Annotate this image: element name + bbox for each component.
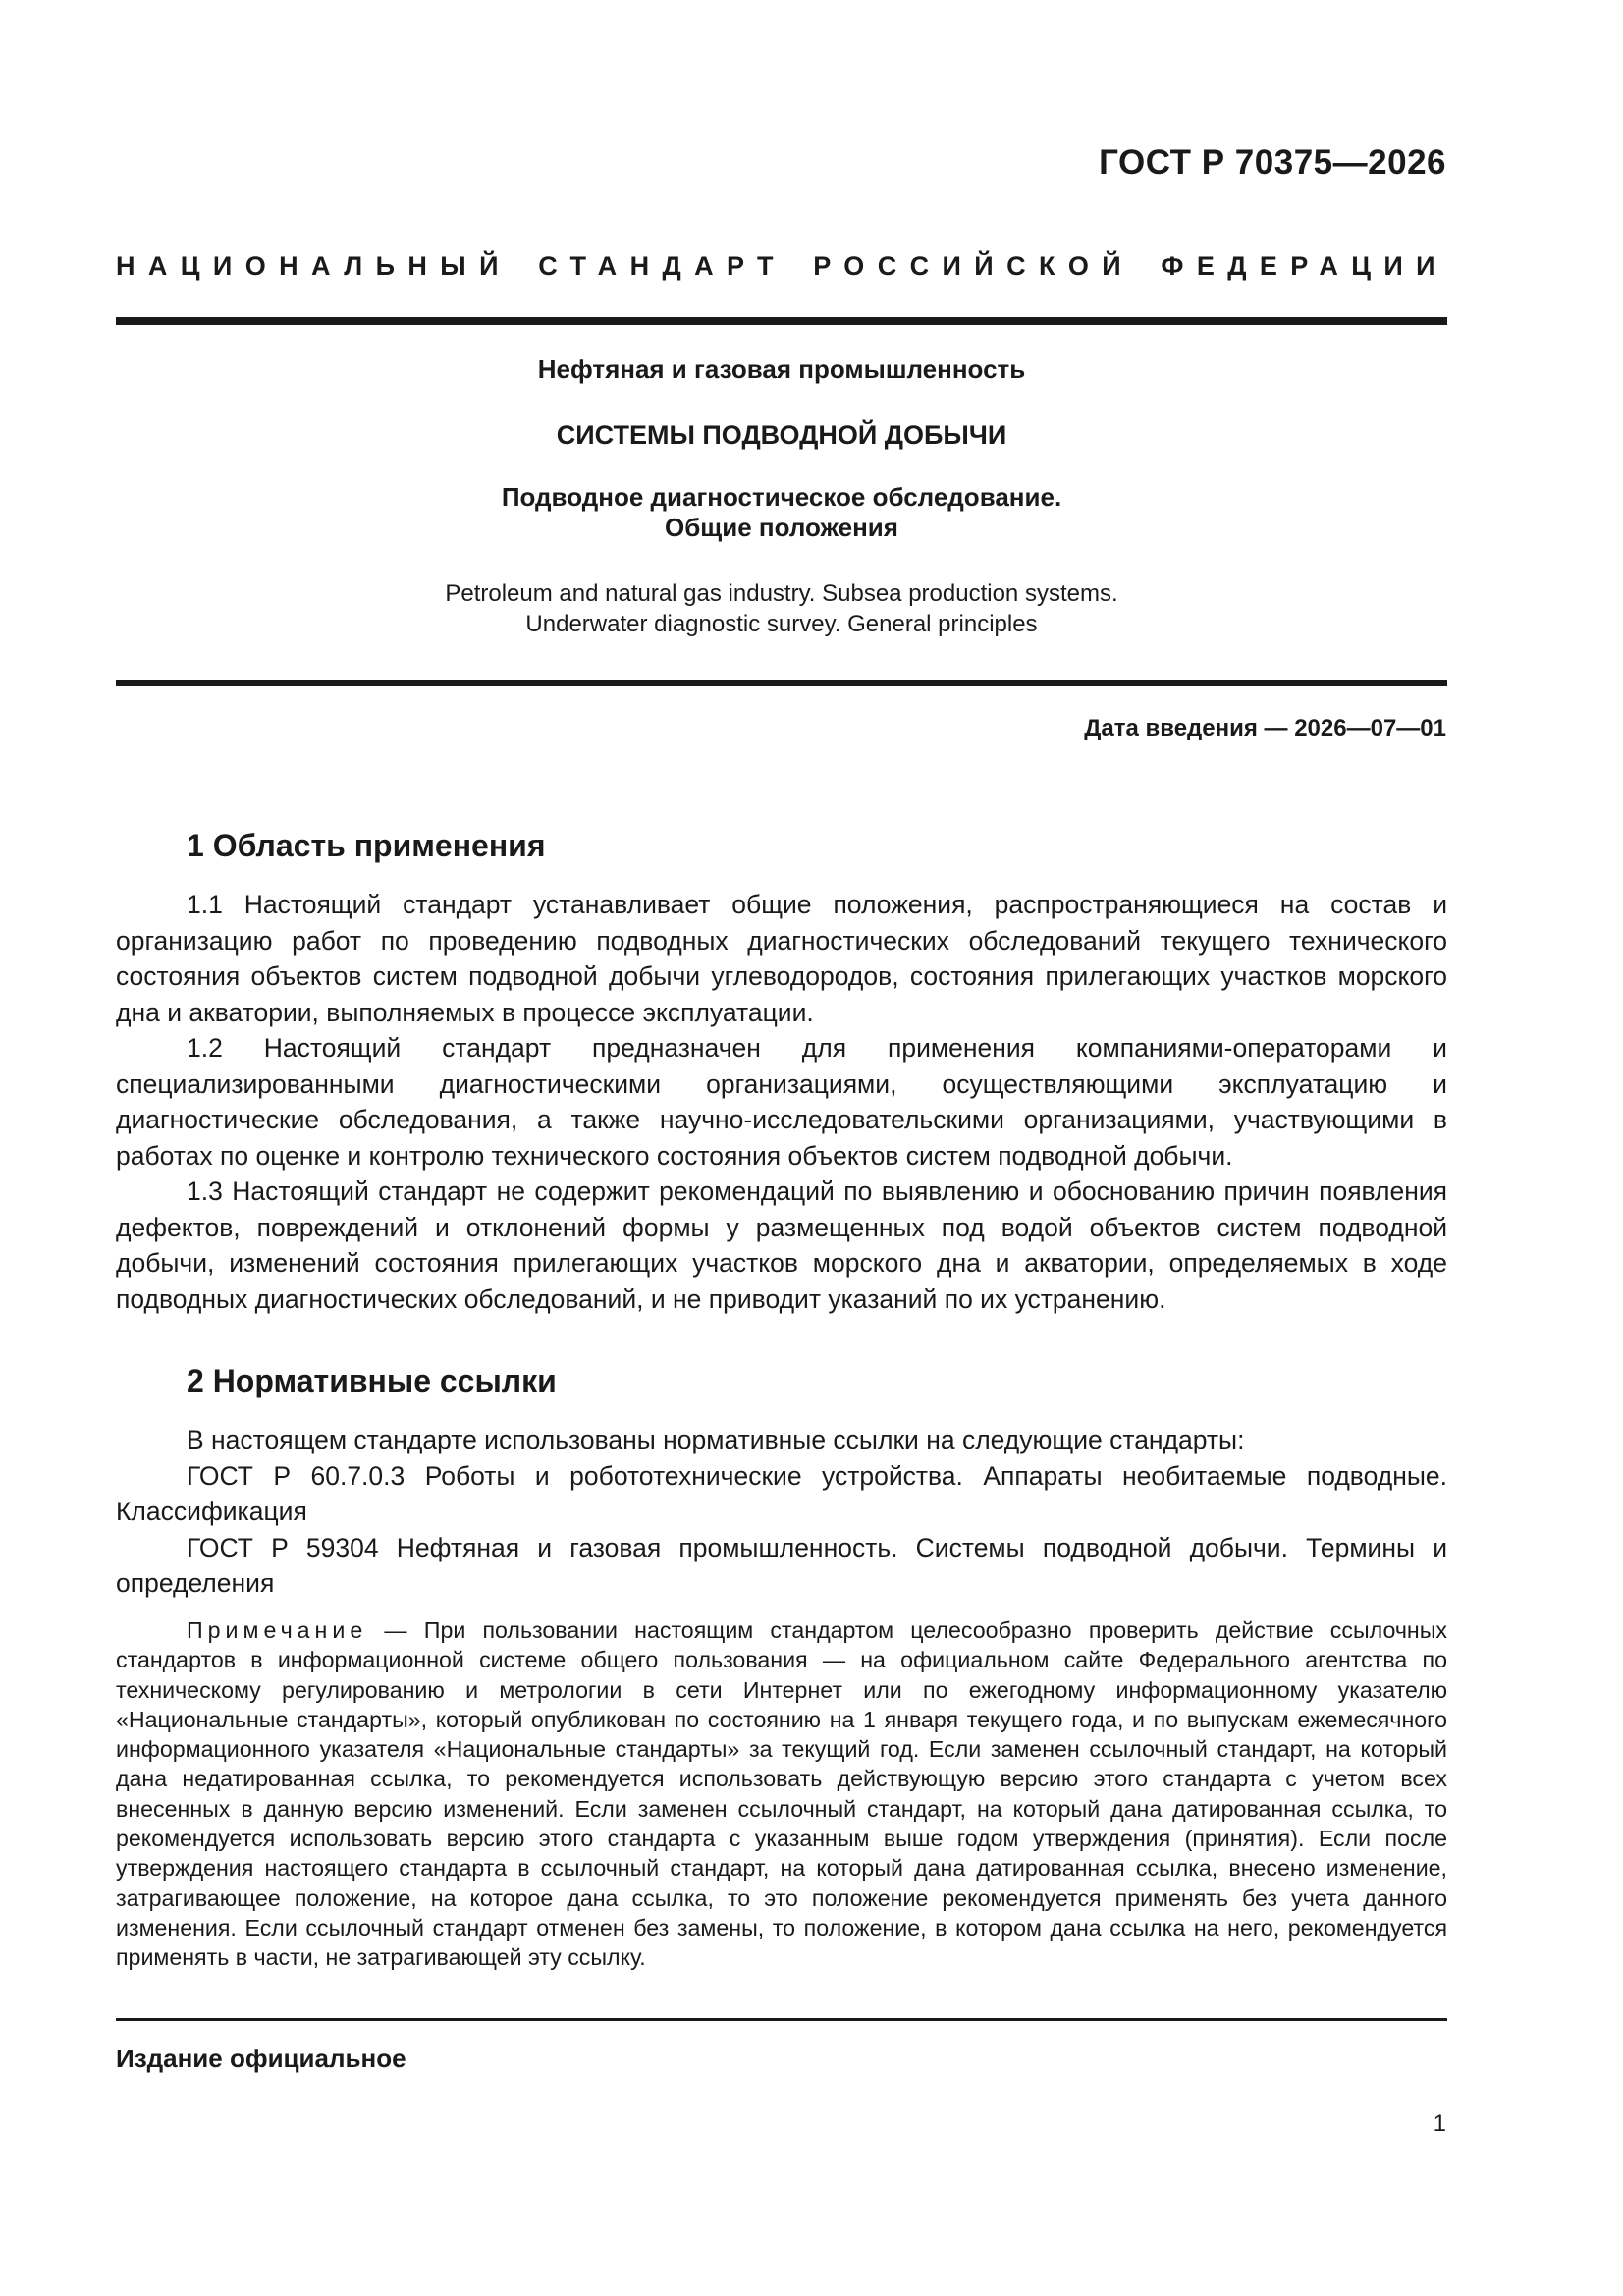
subtitle [116,482,1447,543]
national-standard-banner [116,251,1448,282]
industry-title: Нефтяная и газовая промышленность [537,355,1026,384]
page-number: 1 [1433,2110,1446,2137]
title-divider [116,680,1447,686]
reference-item: ГОСТ Р 60.7.0.3 Роботы и робототехнические устройства. Аппараты необитаемые подводные. Классификация [116,1460,1447,1526]
national-word: НАЦИОНАЛЬНЫЙ [116,251,512,281]
reference-item: ГОСТ Р 59304 Нефтяная и газовая промышленность. Системы подводной добычи. Термины и определения [116,1532,1447,1598]
english-title [116,578,1447,639]
references-intro: В настоящем стандарте использованы нормативные ссылки на следующие стандарты: [187,1425,1245,1454]
official-edition-label: Издание официальное [116,2044,406,2073]
subtitle-line-1: Подводное диагностическое обследование. [501,482,1062,512]
document-code: ГОСТ Р 70375—2026 [1099,143,1446,182]
english-title-line-2: Underwater diagnostic survey. General principles [525,611,1038,637]
top-divider [116,317,1447,325]
national-word: СТАНДАРТ [538,251,786,281]
introduction-date: Дата введения — 2026—07—01 [1084,715,1446,741]
note-label: Примечание [187,1617,368,1643]
section-1-heading: 1 Область применения [187,828,546,863]
section-2-heading: 2 Нормативные ссылки [187,1363,557,1398]
paragraph-1-3: 1.3 Настоящий стандарт не содержит рекомендаций по выявлению и обоснованию причин появления дефектов, повреждений и отклонений формы у размещенных под водой объектов систем подводной добычи, изменений состояния прилегающих участков морского дна и акватории, определяемых в ходе подводных диагностических обследований, и не приводит указаний по их устранению. [116,1176,1447,1314]
note-text: — При пользовании настоящим стандартом целесообразно проверить действие ссылочных стандартов в информационной системе общего пользования — на официальном сайте Федерального агентства по техническому регулированию и метрологии в сети Интернет или по ежегодному информационному указателю «Национальные стандарты», который опубликован по состоянию на 1 января текущего года, и по выпускам ежемесячного информационного указателя «Национальные стандарты» за текущий год. Если заменен ссылочный стандарт, на который дана недатированная ссылка, то рекомендуется использовать действующую версию этого стандарта с учетом всех внесенных в данную версию изменений. Если заменен ссылочный стандарт, на который дана датированная ссылка, то рекомендуется использовать версию этого стандарта с указанным выше годом утверждения (принятия). Если после утверждения настоящего стандарта в ссылочный стандарт, на который дана датированная ссылка, внесено изменение, затрагивающее положение, на которое дана ссылка, то это положение рекомендуется применять без учета данного изменения. Если ссылочный стандарт отменен без замены, то положение, в котором дана ссылка на него, рекомендуется применять в части, не затрагивающей эту ссылку. [116,1617,1447,1971]
section-1-body [116,887,1447,1317]
national-word: РОССИЙСКОЙ [813,251,1135,281]
english-title-line-1: Petroleum and natural gas industry. Subsea production systems. [445,580,1118,607]
main-title: СИСТЕМЫ ПОДВОДНОЙ ДОБЫЧИ [556,420,1007,450]
footer-divider [116,2018,1447,2021]
paragraph-1-1: 1.1 Настоящий стандарт устанавливает общие положения, распространяющиеся на состав и организацию работ по проведению подводных диагностических обследований текущего технического состояния объектов систем подводной добычи углеводородов, состояния прилегающих участков морского дна и акватории, выполняемых в процессе эксплуатации. [116,890,1447,1027]
section-2-body [116,1422,1447,1602]
national-word: ФЕДЕРАЦИИ [1161,251,1448,281]
paragraph-1-2: 1.2 Настоящий стандарт предназначен для применения компаниями-операторами и специализированными диагностическими организациями, осуществляющими эксплуатацию и диагностические обследования, а также научно-исследовательскими организациями, участвующими в работах по оценке и контролю технического состояния объектов систем подводной добычи. [116,1033,1447,1171]
subtitle-line-2: Общие положения [665,513,898,542]
note-paragraph [116,1615,1447,1973]
